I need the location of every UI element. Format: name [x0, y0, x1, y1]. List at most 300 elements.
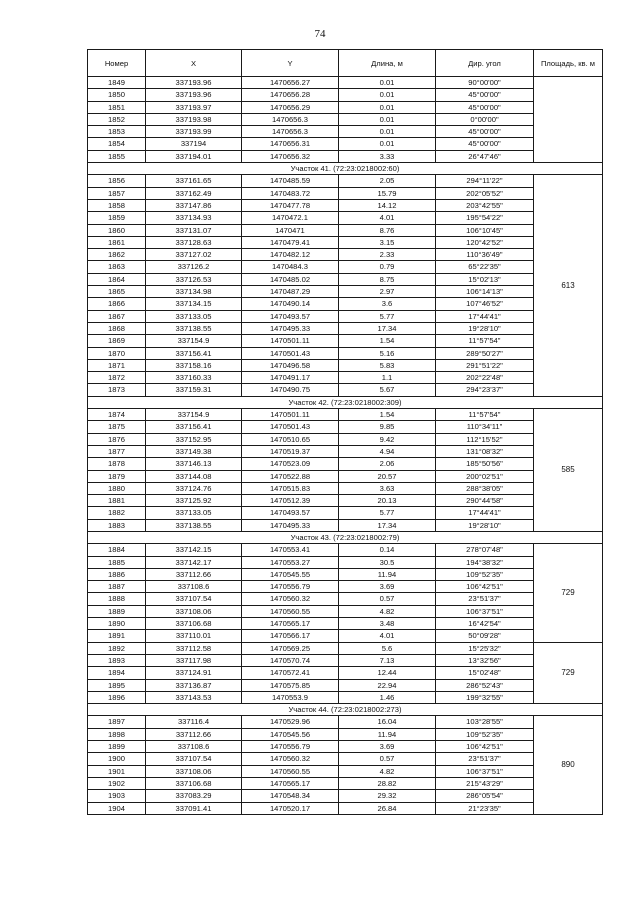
cell-x: 337152.95: [146, 433, 242, 445]
cell-x: 337156.41: [146, 347, 242, 359]
header-direction-angle: Дир. угол: [436, 50, 534, 77]
cell-direction-angle: 107°46'52": [436, 298, 534, 310]
cell-direction-angle: 17°44'41": [436, 507, 534, 519]
cell-x: 337126.53: [146, 273, 242, 285]
cell-x: 337193.98: [146, 113, 242, 125]
cell-y: 1470529.96: [242, 716, 339, 728]
cell-length: 1.54: [339, 409, 436, 421]
cell-number: 1868: [88, 322, 146, 334]
cell-x: 337128.63: [146, 236, 242, 248]
cell-x: 337083.29: [146, 790, 242, 802]
cell-length: 2.05: [339, 175, 436, 187]
table-row: [88, 667, 603, 679]
cell-length: 0.79: [339, 261, 436, 273]
cell-x: 337160.33: [146, 372, 242, 384]
cell-direction-angle: 131°08'32": [436, 445, 534, 457]
table-row: [88, 126, 603, 138]
table-row: [88, 421, 603, 433]
section-title: Участок 43. (72:23:0218002:79): [88, 531, 603, 543]
table-row: [88, 273, 603, 285]
cell-number: 1900: [88, 753, 146, 765]
table-row: [88, 482, 603, 494]
cell-x: 337133.05: [146, 310, 242, 322]
section-title: Участок 41. (72:23:0218002:60): [88, 163, 603, 175]
cell-length: 3.69: [339, 741, 436, 753]
cell-direction-angle: 291°51'22": [436, 359, 534, 371]
cell-length: 1.46: [339, 691, 436, 703]
cell-x: 337142.17: [146, 556, 242, 568]
cell-number: 1898: [88, 728, 146, 740]
cell-number: 1862: [88, 249, 146, 261]
cell-length: 3.48: [339, 618, 436, 630]
cell-direction-angle: 106°10'45": [436, 224, 534, 236]
cell-number: 1875: [88, 421, 146, 433]
cell-number: 1855: [88, 150, 146, 162]
cell-direction-angle: 106°42'51": [436, 741, 534, 753]
cell-length: 0.01: [339, 101, 436, 113]
cell-number: 1903: [88, 790, 146, 802]
cell-x: 337124.91: [146, 667, 242, 679]
cell-length: 2.97: [339, 286, 436, 298]
cell-y: 1470501.43: [242, 421, 339, 433]
cell-number: 1851: [88, 101, 146, 113]
cell-x: 337146.13: [146, 458, 242, 470]
cell-number: 1885: [88, 556, 146, 568]
cell-y: 1470471: [242, 224, 339, 236]
cell-x: 337110.01: [146, 630, 242, 642]
cell-direction-angle: 195°54'22": [436, 212, 534, 224]
table-row: [88, 286, 603, 298]
cell-x: 337134.93: [146, 212, 242, 224]
cell-area: 613: [534, 175, 603, 396]
cell-length: 17.34: [339, 519, 436, 531]
cell-number: 1887: [88, 581, 146, 593]
cell-length: 22.94: [339, 679, 436, 691]
table-row: [88, 175, 603, 187]
cell-x: 337143.53: [146, 691, 242, 703]
cell-number: 1871: [88, 359, 146, 371]
table-row: [88, 310, 603, 322]
table-row: [88, 495, 603, 507]
cell-y: 1470482.12: [242, 249, 339, 261]
table-row: [88, 753, 603, 765]
table-row: [88, 89, 603, 101]
table-row: [88, 790, 603, 802]
cell-number: 1889: [88, 605, 146, 617]
cell-direction-angle: 194°38'32": [436, 556, 534, 568]
cell-length: 0.01: [339, 77, 436, 89]
cell-number: 1857: [88, 187, 146, 199]
cell-y: 1470485.02: [242, 273, 339, 285]
cell-x: 337127.02: [146, 249, 242, 261]
table-row: [88, 335, 603, 347]
cell-direction-angle: 45°00'00": [436, 101, 534, 113]
cell-x: 337133.05: [146, 507, 242, 519]
cell-y: 1470553.41: [242, 544, 339, 556]
cell-y: 1470512.39: [242, 495, 339, 507]
cell-direction-angle: 286°52'43": [436, 679, 534, 691]
cell-length: 30.5: [339, 556, 436, 568]
cell-direction-angle: 15°02'13": [436, 273, 534, 285]
cell-x: 337193.99: [146, 126, 242, 138]
cell-direction-angle: 203°42'55": [436, 199, 534, 211]
cell-y: 1470656.3: [242, 113, 339, 125]
cell-length: 5.16: [339, 347, 436, 359]
cell-x: 337193.96: [146, 89, 242, 101]
cell-number: 1863: [88, 261, 146, 273]
table-row: [88, 261, 603, 273]
cell-direction-angle: 289°50'27": [436, 347, 534, 359]
table-row: [88, 470, 603, 482]
cell-direction-angle: 199°32'55": [436, 691, 534, 703]
table-body: [88, 77, 603, 815]
cell-length: 0.01: [339, 126, 436, 138]
table-row: [88, 654, 603, 666]
cell-number: 1902: [88, 777, 146, 789]
cell-x: 337142.15: [146, 544, 242, 556]
cell-length: 0.14: [339, 544, 436, 556]
table-row: [88, 409, 603, 421]
cell-number: 1888: [88, 593, 146, 605]
cell-direction-angle: 11°57'54": [436, 409, 534, 421]
cell-number: 1886: [88, 568, 146, 580]
cell-x: 337108.6: [146, 741, 242, 753]
cell-length: 15.79: [339, 187, 436, 199]
cell-number: 1850: [88, 89, 146, 101]
cell-y: 1470656.3: [242, 126, 339, 138]
table-row: [88, 433, 603, 445]
cell-number: 1865: [88, 286, 146, 298]
cell-direction-angle: 65°22'35": [436, 261, 534, 273]
cell-length: 11.94: [339, 728, 436, 740]
cell-number: 1892: [88, 642, 146, 654]
cell-x: 337154.9: [146, 409, 242, 421]
cell-direction-angle: 90°00'00": [436, 77, 534, 89]
cell-x: 337159.31: [146, 384, 242, 396]
cell-length: 1.1: [339, 372, 436, 384]
table-row: [88, 618, 603, 630]
cell-y: 1470495.33: [242, 322, 339, 334]
table-row: [88, 630, 603, 642]
cell-x: 337108.06: [146, 765, 242, 777]
cell-length: 4.82: [339, 765, 436, 777]
cell-area: [534, 77, 603, 163]
cell-length: 28.82: [339, 777, 436, 789]
cell-length: 3.33: [339, 150, 436, 162]
cell-y: 1470560.55: [242, 605, 339, 617]
table-row: [88, 777, 603, 789]
cell-direction-angle: 45°00'00": [436, 126, 534, 138]
cell-y: 1470545.55: [242, 568, 339, 580]
cell-length: 4.94: [339, 445, 436, 457]
cell-number: 1874: [88, 409, 146, 421]
cell-direction-angle: 215°43'29": [436, 777, 534, 789]
cell-x: 337134.15: [146, 298, 242, 310]
cell-number: 1890: [88, 618, 146, 630]
table-row: [88, 581, 603, 593]
cell-x: 337108.6: [146, 581, 242, 593]
cell-length: 8.76: [339, 224, 436, 236]
cell-y: 1470575.85: [242, 679, 339, 691]
cell-y: 1470656.31: [242, 138, 339, 150]
cell-direction-angle: 278°07'48": [436, 544, 534, 556]
cell-direction-angle: 23°51'37": [436, 593, 534, 605]
cell-length: 11.94: [339, 568, 436, 580]
cell-length: 4.01: [339, 630, 436, 642]
cell-length: 0.01: [339, 113, 436, 125]
table-row: [88, 765, 603, 777]
cell-direction-angle: 103°28'55": [436, 716, 534, 728]
coordinates-table: [87, 49, 603, 815]
cell-y: 1470490.75: [242, 384, 339, 396]
cell-y: 1470520.17: [242, 802, 339, 814]
cell-length: 20.13: [339, 495, 436, 507]
cell-number: 1867: [88, 310, 146, 322]
cell-direction-angle: 202°05'52": [436, 187, 534, 199]
cell-y: 1470548.34: [242, 790, 339, 802]
cell-number: 1860: [88, 224, 146, 236]
cell-y: 1470566.17: [242, 630, 339, 642]
table-row: [88, 507, 603, 519]
cell-x: 337138.55: [146, 519, 242, 531]
cell-length: 3.63: [339, 482, 436, 494]
cell-y: 1470553.27: [242, 556, 339, 568]
section-header-row: [88, 704, 603, 716]
cell-number: 1859: [88, 212, 146, 224]
cell-y: 1470545.56: [242, 728, 339, 740]
cell-direction-angle: 110°34'11": [436, 421, 534, 433]
cell-number: 1891: [88, 630, 146, 642]
cell-y: 1470565.17: [242, 777, 339, 789]
cell-x: 337144.08: [146, 470, 242, 482]
cell-number: 1882: [88, 507, 146, 519]
cell-number: 1893: [88, 654, 146, 666]
cell-y: 1470501.11: [242, 409, 339, 421]
cell-x: 337125.92: [146, 495, 242, 507]
cell-number: 1884: [88, 544, 146, 556]
table-row: [88, 359, 603, 371]
cell-direction-angle: 16°42'54": [436, 618, 534, 630]
cell-length: 0.57: [339, 753, 436, 765]
cell-direction-angle: 106°14'13": [436, 286, 534, 298]
cell-length: 4.82: [339, 605, 436, 617]
cell-x: 337149.38: [146, 445, 242, 457]
cell-y: 1470565.17: [242, 618, 339, 630]
cell-x: 337106.68: [146, 618, 242, 630]
cell-length: 3.69: [339, 581, 436, 593]
cell-length: 16.04: [339, 716, 436, 728]
cell-direction-angle: 109°52'35": [436, 568, 534, 580]
cell-area: 585: [534, 409, 603, 532]
header-area: Площадь, кв. м: [534, 50, 603, 77]
cell-length: 5.67: [339, 384, 436, 396]
table-row: [88, 679, 603, 691]
cell-y: 1470472.1: [242, 212, 339, 224]
cell-y: 1470556.79: [242, 741, 339, 753]
cell-direction-angle: 21°23'35": [436, 802, 534, 814]
cell-x: 337107.54: [146, 753, 242, 765]
cell-y: 1470570.74: [242, 654, 339, 666]
cell-direction-angle: 110°36'49": [436, 249, 534, 261]
cell-y: 1470553.9: [242, 691, 339, 703]
cell-y: 1470556.79: [242, 581, 339, 593]
table-row: [88, 605, 603, 617]
table-row: [88, 544, 603, 556]
cell-number: 1873: [88, 384, 146, 396]
cell-direction-angle: 120°42'52": [436, 236, 534, 248]
cell-number: 1895: [88, 679, 146, 691]
table-row: [88, 642, 603, 654]
table-row: [88, 77, 603, 89]
cell-x: 337107.54: [146, 593, 242, 605]
cell-length: 9.42: [339, 433, 436, 445]
table-row: [88, 728, 603, 740]
cell-area: 729: [534, 544, 603, 642]
cell-length: 17.34: [339, 322, 436, 334]
table-row: [88, 519, 603, 531]
cell-y: 1470495.33: [242, 519, 339, 531]
cell-length: 14.12: [339, 199, 436, 211]
cell-number: 1899: [88, 741, 146, 753]
table-row: [88, 593, 603, 605]
cell-number: 1894: [88, 667, 146, 679]
cell-length: 4.01: [339, 212, 436, 224]
cell-number: 1879: [88, 470, 146, 482]
cell-direction-angle: 112°15'52": [436, 433, 534, 445]
table-row: [88, 249, 603, 261]
cell-length: 2.33: [339, 249, 436, 261]
cell-length: 5.77: [339, 310, 436, 322]
cell-area: 890: [534, 716, 603, 814]
cell-y: 1470572.41: [242, 667, 339, 679]
cell-direction-angle: 17°44'41": [436, 310, 534, 322]
cell-x: 337134.98: [146, 286, 242, 298]
cell-x: 337091.41: [146, 802, 242, 814]
cell-direction-angle: 23°51'37": [436, 753, 534, 765]
cell-y: 1470510.65: [242, 433, 339, 445]
cell-length: 2.06: [339, 458, 436, 470]
section-header-row: [88, 396, 603, 408]
table-row: [88, 113, 603, 125]
cell-length: 29.32: [339, 790, 436, 802]
table-row: [88, 741, 603, 753]
table-row: [88, 384, 603, 396]
section-title: Участок 42. (72:23:0218002:309): [88, 396, 603, 408]
cell-direction-angle: 288°38'05": [436, 482, 534, 494]
cell-length: 5.77: [339, 507, 436, 519]
header-length: Длина, м: [339, 50, 436, 77]
cell-y: 1470560.55: [242, 765, 339, 777]
cell-y: 1470519.37: [242, 445, 339, 457]
cell-direction-angle: 109°52'35": [436, 728, 534, 740]
section-header-row: [88, 531, 603, 543]
cell-number: 1870: [88, 347, 146, 359]
cell-direction-angle: 45°00'00": [436, 138, 534, 150]
cell-length: 5.6: [339, 642, 436, 654]
cell-x: 337161.65: [146, 175, 242, 187]
table-row: [88, 445, 603, 457]
cell-direction-angle: 50°09'28": [436, 630, 534, 642]
cell-y: 1470560.32: [242, 753, 339, 765]
cell-y: 1470483.72: [242, 187, 339, 199]
cell-y: 1470656.27: [242, 77, 339, 89]
cell-x: 337112.66: [146, 568, 242, 580]
cell-number: 1872: [88, 372, 146, 384]
cell-y: 1470493.57: [242, 310, 339, 322]
table-row: [88, 568, 603, 580]
cell-length: 3.6: [339, 298, 436, 310]
cell-direction-angle: 19°28'10": [436, 322, 534, 334]
cell-y: 1470569.25: [242, 642, 339, 654]
cell-direction-angle: 15°25'32": [436, 642, 534, 654]
cell-x: 337112.58: [146, 642, 242, 654]
table-row: [88, 372, 603, 384]
cell-direction-angle: 185°50'56": [436, 458, 534, 470]
cell-y: 1470477.78: [242, 199, 339, 211]
cell-x: 337112.66: [146, 728, 242, 740]
table-row: [88, 138, 603, 150]
cell-x: 337126.2: [146, 261, 242, 273]
cell-direction-angle: 202°22'48": [436, 372, 534, 384]
cell-x: 337154.9: [146, 335, 242, 347]
cell-direction-angle: 11°57'54": [436, 335, 534, 347]
cell-direction-angle: 290°44'58": [436, 495, 534, 507]
table-row: [88, 802, 603, 814]
cell-y: 1470501.11: [242, 335, 339, 347]
cell-number: 1858: [88, 199, 146, 211]
cell-x: 337147.86: [146, 199, 242, 211]
cell-length: 26.84: [339, 802, 436, 814]
cell-length: 7.13: [339, 654, 436, 666]
cell-x: 337138.55: [146, 322, 242, 334]
cell-y: 1470501.43: [242, 347, 339, 359]
cell-number: 1896: [88, 691, 146, 703]
cell-direction-angle: 26°47'46": [436, 150, 534, 162]
cell-x: 337108.06: [146, 605, 242, 617]
cell-x: 337124.76: [146, 482, 242, 494]
cell-direction-angle: 45°00'00": [436, 89, 534, 101]
cell-y: 1470656.28: [242, 89, 339, 101]
cell-number: 1897: [88, 716, 146, 728]
cell-y: 1470560.32: [242, 593, 339, 605]
cell-number: 1854: [88, 138, 146, 150]
table-row: [88, 691, 603, 703]
table-row: [88, 556, 603, 568]
cell-number: 1849: [88, 77, 146, 89]
cell-x: 337116.4: [146, 716, 242, 728]
cell-length: 5.83: [339, 359, 436, 371]
cell-number: 1881: [88, 495, 146, 507]
cell-number: 1904: [88, 802, 146, 814]
table-row: [88, 199, 603, 211]
cell-number: 1877: [88, 445, 146, 457]
cell-y: 1470493.57: [242, 507, 339, 519]
section-title: Участок 44. (72:23:0218002:273): [88, 704, 603, 716]
cell-length: 12.44: [339, 667, 436, 679]
table-row: [88, 236, 603, 248]
cell-x: 337193.96: [146, 77, 242, 89]
cell-length: 1.54: [339, 335, 436, 347]
cell-length: 8.75: [339, 273, 436, 285]
cell-y: 1470491.17: [242, 372, 339, 384]
cell-direction-angle: 106°42'51": [436, 581, 534, 593]
cell-length: 0.57: [339, 593, 436, 605]
table-header-row: [88, 50, 603, 77]
cell-y: 1470484.3: [242, 261, 339, 273]
cell-number: 1876: [88, 433, 146, 445]
page-number: 74: [314, 28, 326, 40]
cell-y: 1470523.09: [242, 458, 339, 470]
